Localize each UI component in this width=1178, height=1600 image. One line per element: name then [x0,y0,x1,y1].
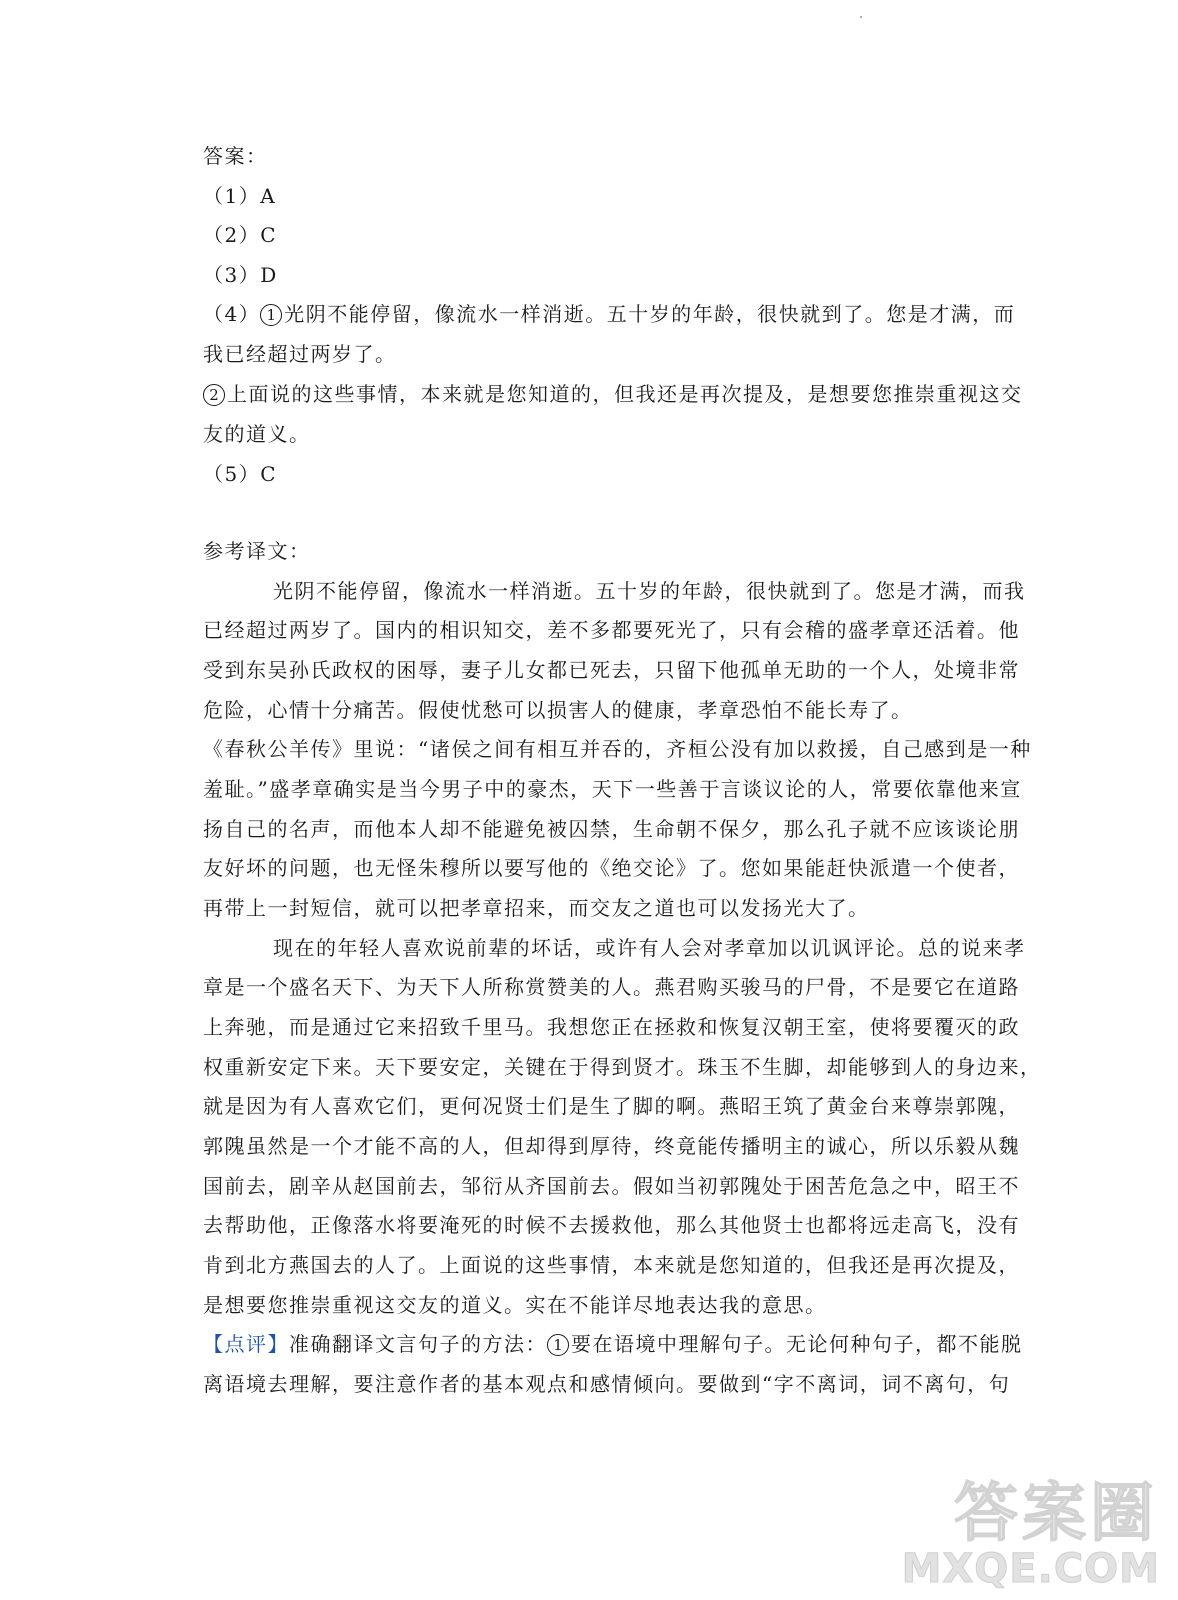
answer-q4-line1 [203,300,1016,328]
translation-line: 扬自己的名声，而他本人却不能避免被囚禁，生命朝不保夕，那么孔子就不应该谈论朋 [203,817,1020,841]
translation-line: 羞耻。”盛孝章确实是当今男子中的豪杰，天下一些善于言谈议论的人，常要依靠他来宣 [203,777,1022,801]
translation-line: 去帮助他，正像落水将要淹死的时候不去援救他，那么其他贤士也都将远走高飞，没有 [203,1213,1020,1237]
translation-line: 上奔驰，而是通过它来招致千里马。我想您正在拯救和恢复汉朝王室，使将要覆灭的政 [203,1015,1020,1039]
answer-q4-line2: 我已经超过两岁了。 [203,342,397,366]
circled-number-1: 1 [547,1334,569,1356]
translation-line: 已经超过两岁了。国内的相识知交，差不多都要死光了，只有会稽的盛孝章还活着。他 [203,618,1020,642]
answer-q2: （2）C [203,223,278,247]
answer-q4-line3 [203,380,1023,408]
translation-line: 危险，心情十分痛苦。假使忧愁可以损害人的健康，孝章恐怕不能长寿了。 [203,698,913,722]
answer-q5: （5）C [203,462,278,486]
watermark-logo [901,1462,1164,1592]
circled-number-2: 2 [203,384,225,406]
q4-text-1: 光阴不能停留，像流水一样消逝。五十岁的年龄，很快就到了。您是才满，而 [284,302,1016,326]
comment-rest: 要在语境中理解句子。无论何种句子，都不能脱 [571,1332,1023,1356]
q4-prefix: （4） [203,302,261,326]
translation-line: 现在的年轻人喜欢说前辈的坏话，或许有人会对孝章加以讥讽评论。总的说来孝 [273,936,1026,960]
answer-q3: （3）D [203,263,278,287]
circled-number-1: 1 [260,304,282,326]
translation-line: 《春秋公羊传》里说：“诸侯之间有相互并吞的，齐桓公没有加以救援，自己感到是一种 [203,737,1032,761]
answer-q4-line4: 友的道义。 [203,422,311,446]
translation-line: 国前去，剧辛从赵国前去，邹衍从齐国前去。假如当初郭隗处于困苦危急之中，昭王不 [203,1174,1020,1198]
watermark-url: MXQE.COM [901,1546,1160,1592]
comment-prefix: 准确翻译文言句子的方法： [289,1332,547,1356]
watermark-text: 答案圈 [954,1477,1158,1551]
comment-line1 [203,1330,1023,1358]
translation-line: 友好坏的问题，也无怪朱穆所以要写他的《绝交论》了。您如果能赶快派遣一个使者， [203,856,1020,880]
translation-line: 章是一个盛名天下、为天下人所称赏赞美的人。燕君购买骏马的尸骨，不是要它在道路 [203,975,1020,999]
translation-line: 光阴不能停留，像流水一样消逝。五十岁的年龄，很快就到了。您是才满，而我 [273,579,1026,603]
translation-line: 肯到北方燕国去的人了。上面说的这些事情，本来就是您知道的，但我还是再次提及， [203,1253,1020,1277]
translation-line: 是想要您推崇重视这交友的道义。实在不能详尽地表达我的意思。 [203,1293,827,1317]
q4-text-3: 上面说的这些事情，本来就是您知道的，但我还是再次提及，是想要您推崇重视这交 [227,382,1023,406]
translation-heading: 参考译文： [203,539,311,563]
answer-heading: 答案： [203,144,268,168]
translation-line: 受到东吴孙氏政权的困辱，妻子儿女都已死去，只留下他孤单无助的一个人，处境非常 [203,658,1020,682]
answer-q1: （1）A [203,184,277,208]
speck [860,16,862,18]
comment-line2: 离语境去理解，要注意作者的基本观点和感情倾向。要做到“字不离词，词不离句，句 [203,1372,1011,1396]
comment-tag: 【点评】 [203,1332,289,1356]
translation-line: 就是因为有人喜欢它们，更何况贤士们是生了脚的啊。燕昭王筑了黄金台来尊崇郭隗， [203,1094,1020,1118]
translation-line: 郭隗虽然是一个才能不高的人，但却得到厚待，终竟能传播明主的诚心，所以乐毅从魏 [203,1134,1020,1158]
translation-line: 权重新安定下来。天下要安定，关键在于得到贤才。珠玉不生脚，却能够到人的身边来， [203,1055,1042,1079]
translation-line: 再带上一封短信，就可以把孝章招来，而交友之道也可以发扬光大了。 [203,896,870,920]
